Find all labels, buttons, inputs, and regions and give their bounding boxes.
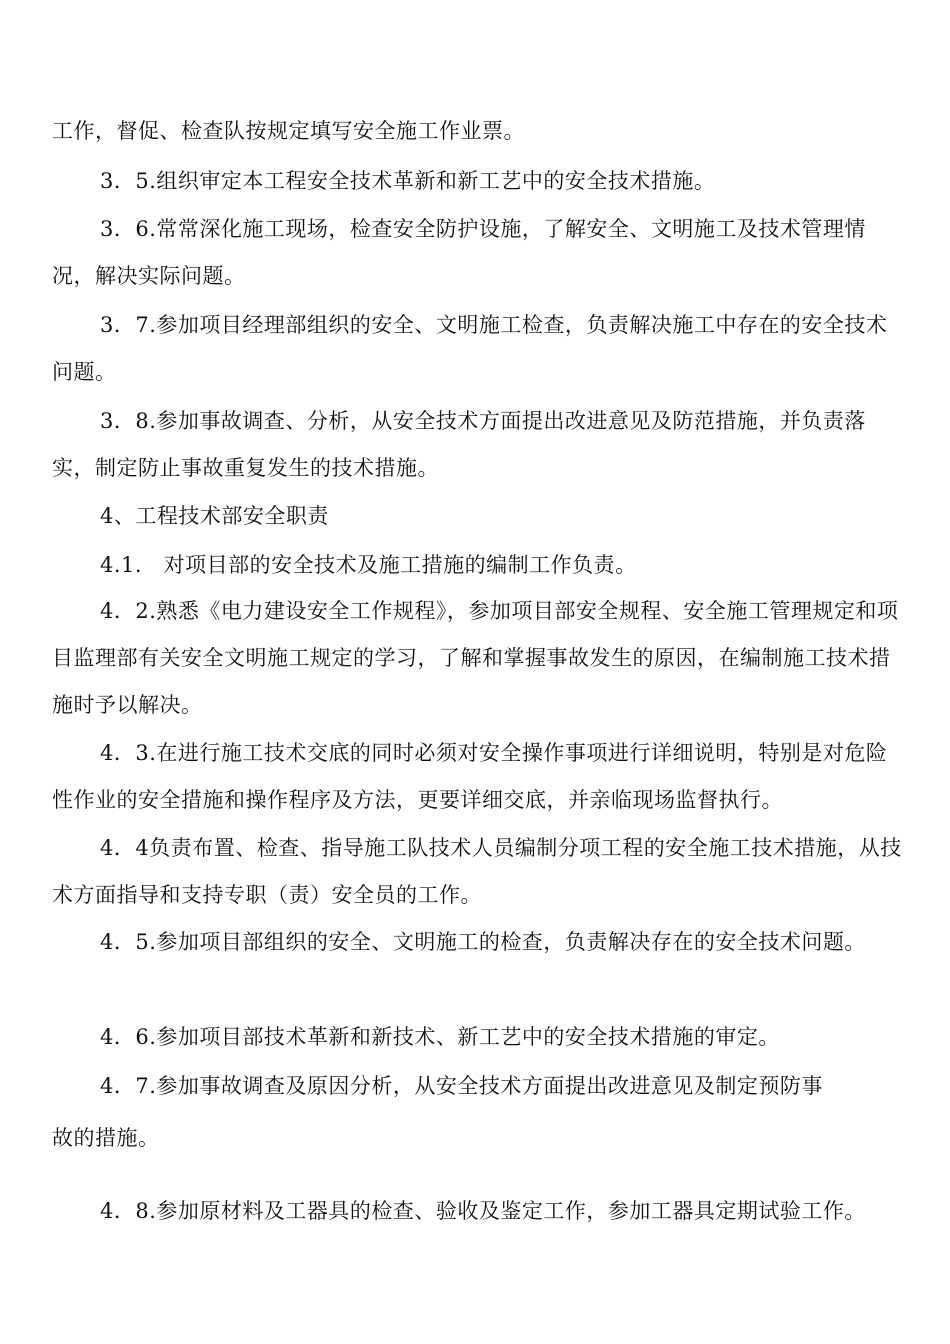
paragraph-4-7: 4．7.参加事故调查及原因分析，从安全技术方面提出改进意见及制定预防事 — [100, 1074, 823, 1098]
paragraph-3-6: 3．6.常常深化施工现场，检查安全防护设施，了解安全、文明施工及技术管理情况，解决实际问题。 — [52, 217, 866, 288]
paragraph-4-4: 4．4负责布置、检查、指导施工队技术人员编制分项工程的安全施工技术措施，从技术方面指导和支持专职（责）安全员的工作。 — [52, 836, 902, 907]
paragraph-4-3: 4．3.在进行施工技术交底的同时必须对安全操作事项进行详细说明，特别是对危险性作业的安全措施和操作程序及方法，更要详细交底，并亲临现场监督执行。 — [52, 741, 888, 812]
paragraph-4-1: 4.1. 对项目部的安全技术及施工措施的编制工作负责。 — [100, 553, 637, 577]
paragraph-4-8: 4．8.参加原材料及工器具的检查、验收及鉴定工作，参加工器具定期试验工作。 — [100, 1199, 866, 1223]
paragraph-4-7-continuation: 故的措施。 — [52, 1126, 160, 1150]
paragraph-3-7: 3．7.参加项目经理部组织的安全、文明施工检查，负责解决施工中存在的安全技术问题。 — [52, 313, 888, 384]
section-heading-4: 4、工程技术部安全职责 — [100, 504, 329, 528]
paragraph-4-5: 4．5.参加项目部组织的安全、文明施工的检查，负责解决存在的安全技术问题。 — [100, 930, 866, 954]
paragraph-4-6: 4．6.参加项目部技术革新和新技术、新工艺中的安全技术措施的审定。 — [100, 1025, 780, 1049]
paragraph-3-8: 3．8.参加事故调查、分析，从安全技术方面提出改进意见及防范措施，并负责落实，制定防止事故重复发生的技术措施。 — [52, 409, 866, 480]
paragraph-continuation: 工作，督促、检查队按规定填写安全施工作业票。 — [52, 119, 525, 143]
paragraph-4-2: 4．2.熟悉《电力建设安全工作规程》，参加项目部安全规程、安全施工管理规定和项目监理部有关安全文明施工规定的学习，了解和掌握事故发生的原因，在编制施工技术措施时予以解决。 — [52, 599, 899, 717]
paragraph-3-5: 3．5.组织审定本工程安全技术革新和新工艺中的安全技术措施。 — [100, 169, 716, 193]
